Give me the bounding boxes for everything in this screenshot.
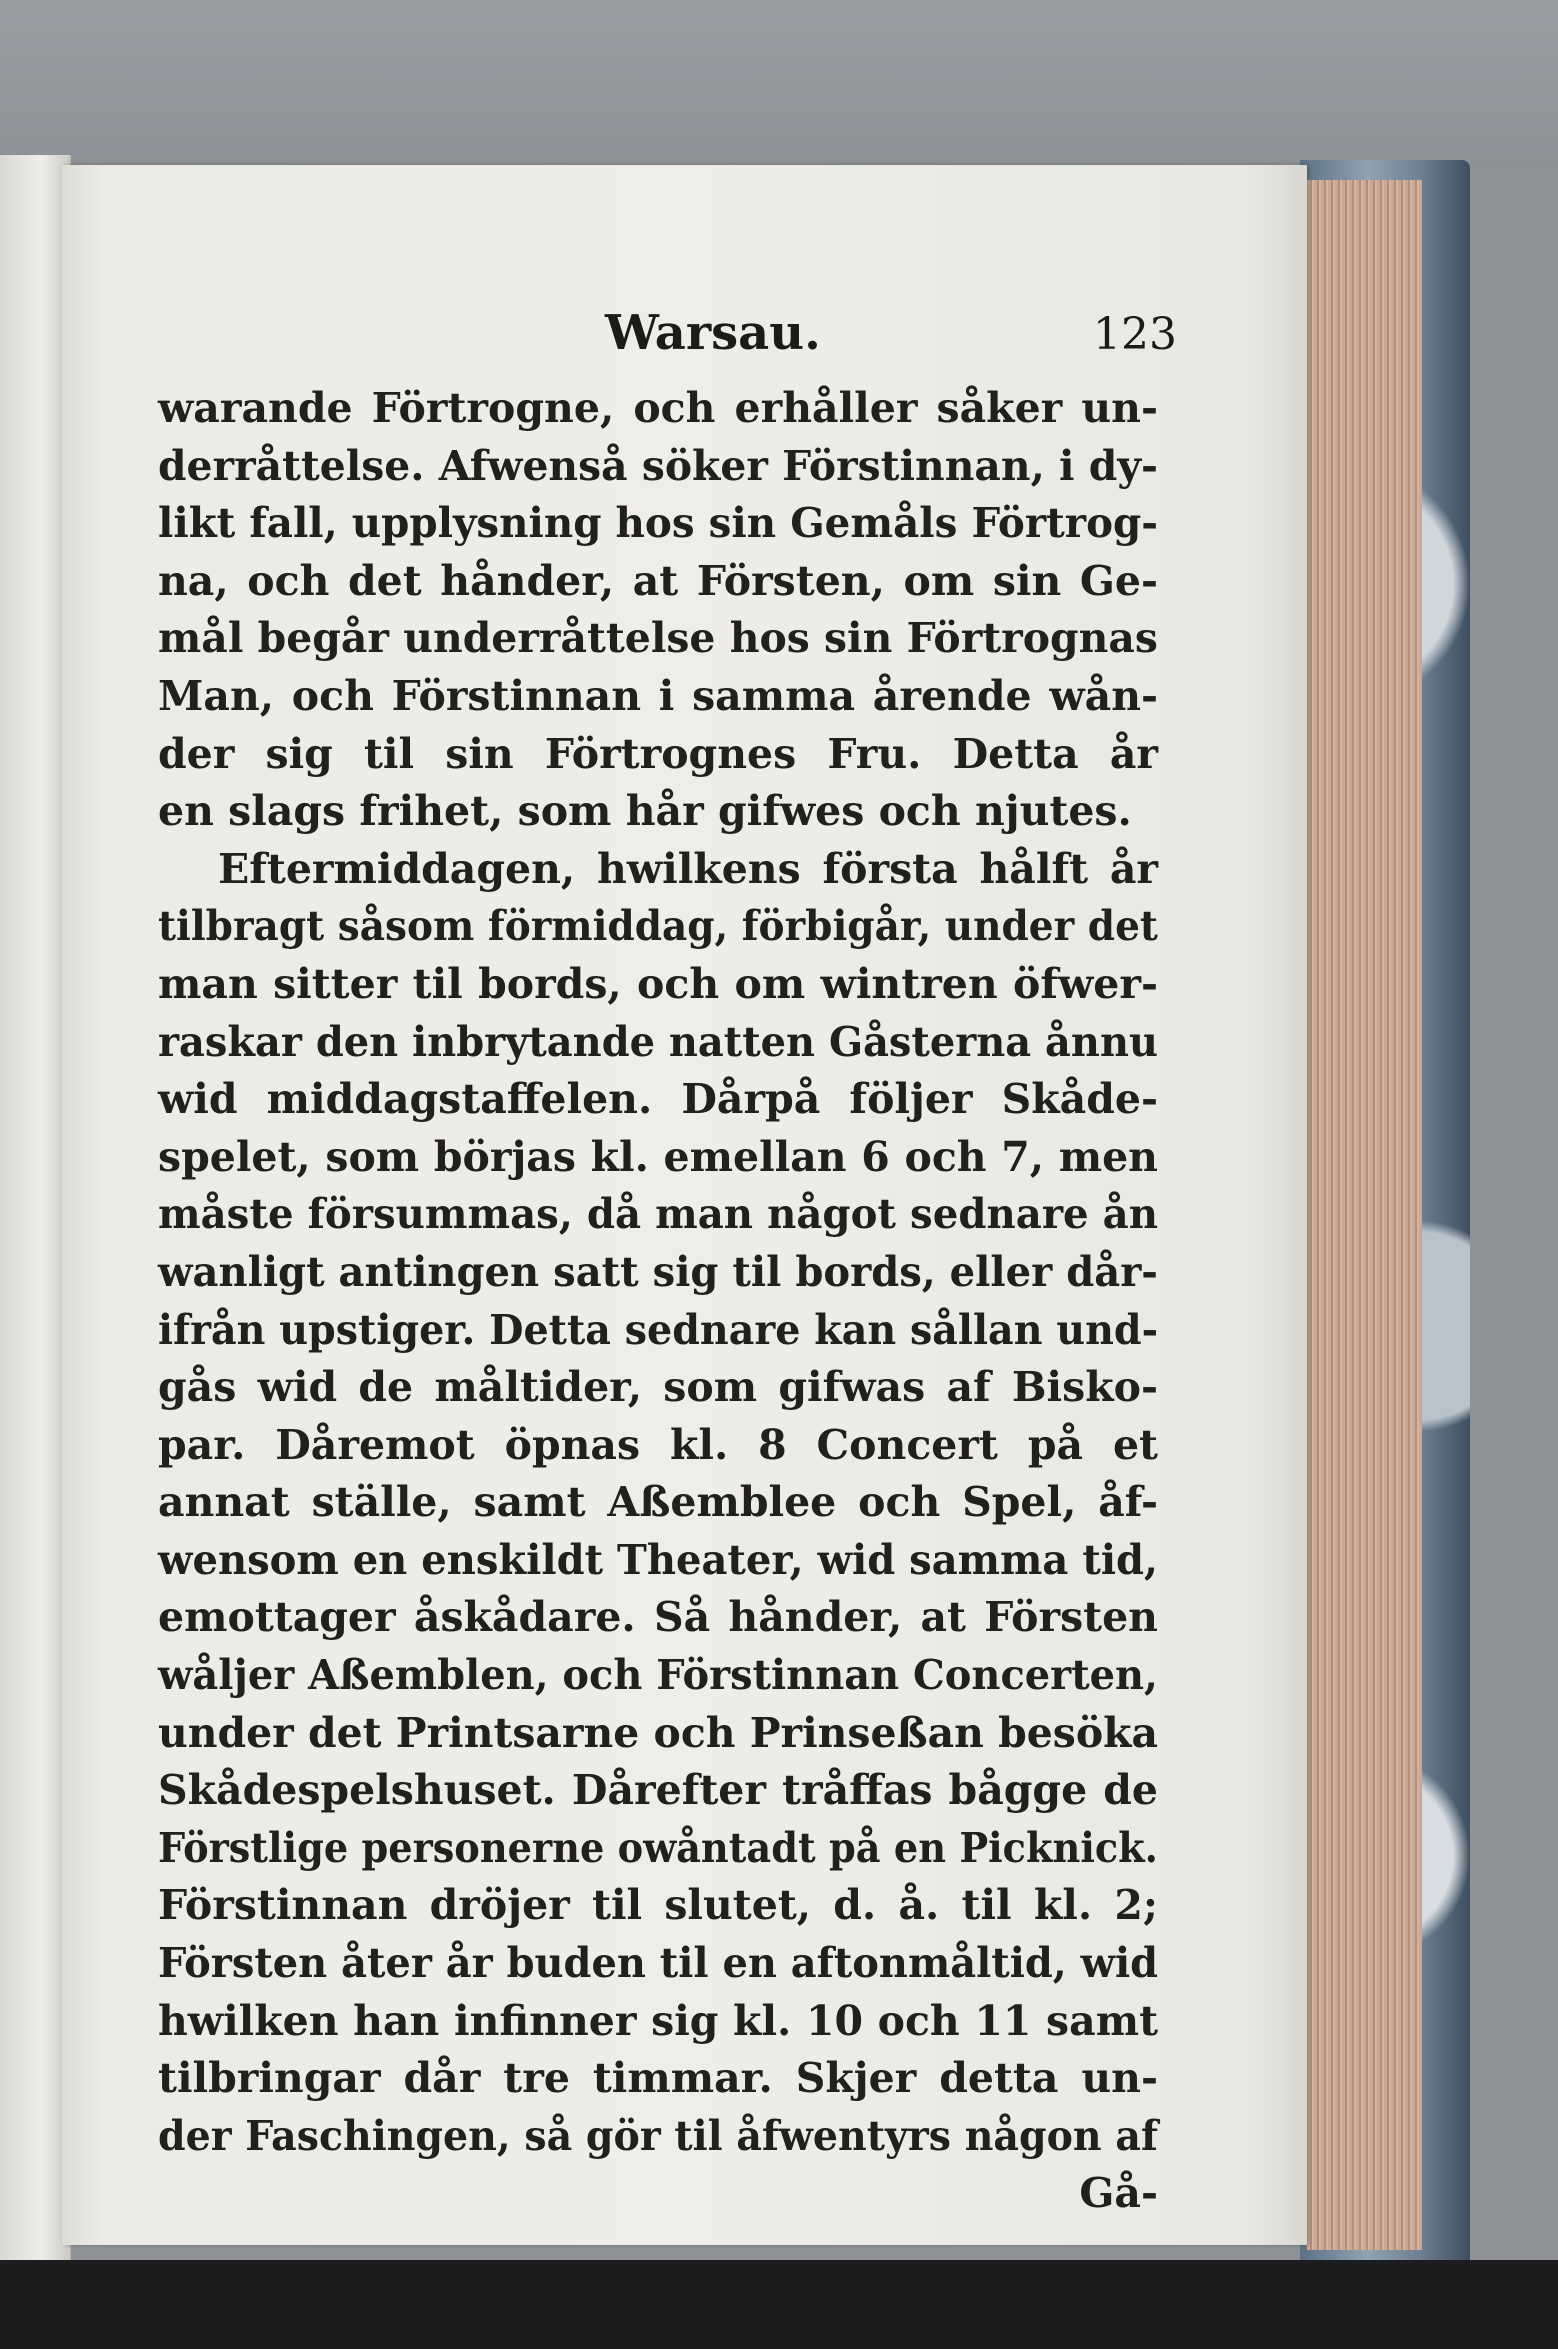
text-line: emottager åskådare. Så hånder, at Försten bbox=[158, 1593, 1158, 1642]
text-line: Försten åter år buden til en aftonmåltid, wid bbox=[158, 1939, 1159, 1988]
background-bottom bbox=[0, 2260, 1558, 2349]
text-line: Eftermiddagen, hwilkens första hålft år bbox=[218, 844, 1159, 893]
text-line: ifrån upstiger. Detta sednare kan sållan und- bbox=[158, 1305, 1159, 1354]
page-edges bbox=[1305, 180, 1422, 2250]
background-top bbox=[0, 0, 1558, 170]
text-line: wanligt antingen satt sig til bords, eller dår- bbox=[158, 1247, 1158, 1296]
text-line: wid middagstaffelen. Dårpå följer Skåde- bbox=[158, 1075, 1158, 1124]
text-line: na, och det hånder, at Försten, om sin Ge- bbox=[158, 556, 1159, 605]
text-line: der sig til sin Förtrognes Fru. Detta år bbox=[158, 729, 1158, 778]
text-line: raskar den inbrytande natten Gåsterna ånnu bbox=[158, 1017, 1158, 1066]
text-line: likt fall, upplysning hos sin Gemåls Förtrog- bbox=[158, 499, 1159, 548]
text-line: der Faschingen, så gör til åfwentyrs någon af bbox=[158, 2111, 1158, 2160]
catchword: Gå- bbox=[1079, 2169, 1158, 2218]
text-line: hwilken han infinner sig kl. 10 och 11 samt bbox=[158, 1996, 1159, 2045]
text-line: en slags frihet, som hår gifwes och njutes. bbox=[158, 787, 1132, 836]
text-line: Man, och Förstinnan i samma årende wån- bbox=[158, 671, 1159, 720]
text-line: spelet, som börjas kl. emellan 6 och 7, men bbox=[158, 1132, 1158, 1181]
text-line: gås wid de måltider, som gifwas af Bisko- bbox=[158, 1363, 1158, 1412]
text-line: warande Förtrogne, och erhåller såker un- bbox=[158, 384, 1158, 432]
body-text bbox=[158, 380, 1158, 2223]
text-line: wensom en enskildt Theater, wid samma tid, bbox=[158, 1535, 1159, 1584]
text-line: under det Printsarne och Prinseßan besöka bbox=[158, 1708, 1159, 1757]
facing-page-edge bbox=[0, 155, 71, 2265]
book-page bbox=[62, 165, 1307, 2245]
page-header bbox=[222, 305, 1177, 385]
text-line: Förstinnan dröjer til slutet, d. å. til kl. 2; bbox=[158, 1881, 1158, 1930]
text-line: Förstlige personerne owåntadt på en Picknick. bbox=[158, 1823, 1159, 1872]
text-line: måste försummas, då man något sednare ån bbox=[158, 1190, 1159, 1239]
text-line: tilbragt såsom förmiddag, förbigår, under det bbox=[158, 902, 1158, 951]
text-line: man sitter til bords, och om wintren öfwer- bbox=[158, 959, 1158, 1008]
running-head: Warsau. bbox=[605, 305, 821, 361]
text-line: wåljer Aßemblen, och Förstinnan Concerten, bbox=[158, 1651, 1158, 1700]
text-line: derråttelse. Afwenså söker Förstinnan, i dy- bbox=[158, 441, 1159, 490]
text-line: annat ställe, samt Aßemblee och Spel, åf- bbox=[158, 1478, 1158, 1527]
text-line: mål begår underråttelse hos sin Förtrognas bbox=[158, 614, 1158, 663]
text-line: par. Dåremot öpnas kl. 8 Concert på et bbox=[158, 1420, 1158, 1469]
text-line: Skådespelshuset. Dårefter tråffas bågge de bbox=[158, 1766, 1159, 1815]
text-line: tilbringar dår tre timmar. Skjer detta un- bbox=[158, 2054, 1158, 2103]
catchword-line bbox=[158, 2165, 1158, 2223]
page-number: 123 bbox=[1093, 309, 1177, 360]
